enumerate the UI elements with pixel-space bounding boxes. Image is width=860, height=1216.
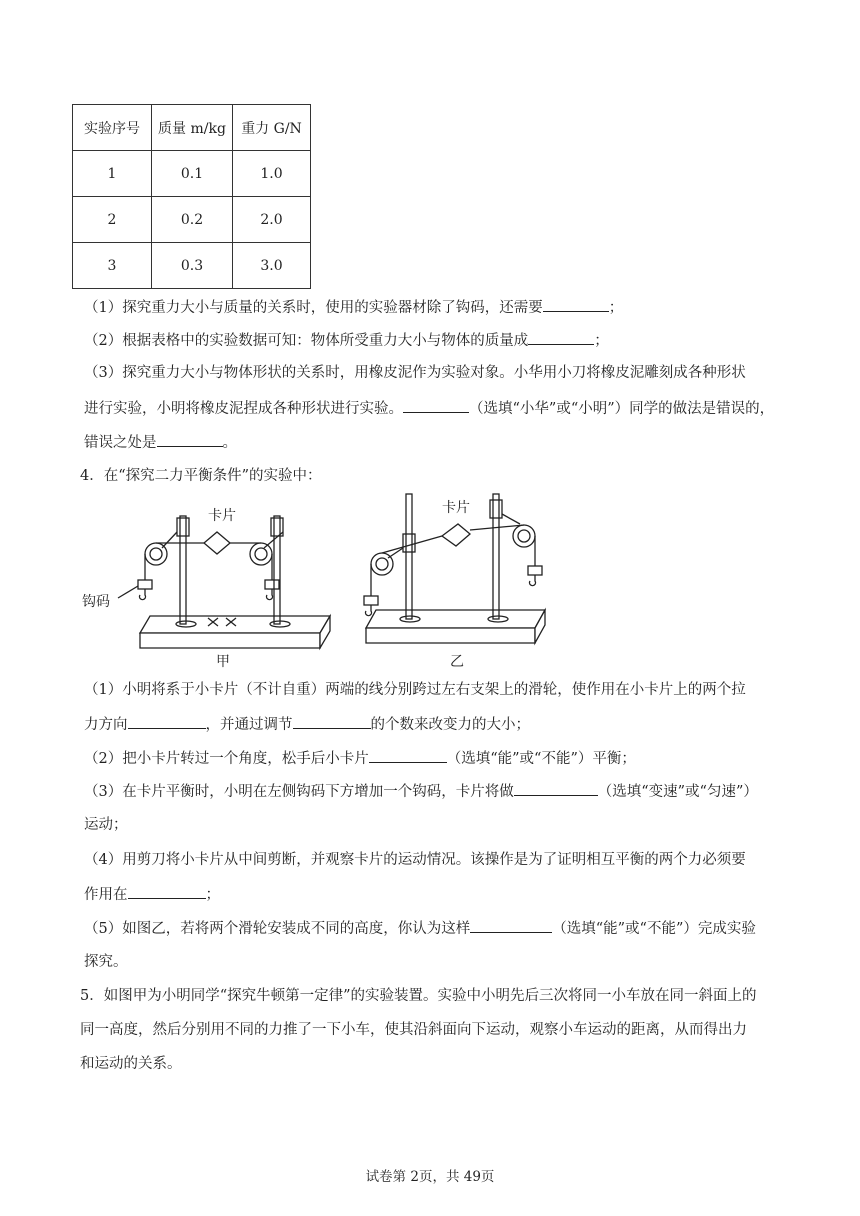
q4-title: 4．在“探究二力平衡条件”的实验中： [80, 468, 322, 484]
table-cell: 3 [73, 243, 152, 289]
q4-part1-text: ，并通过调节 [205, 717, 293, 733]
q4-part5-line1 [84, 918, 784, 939]
q4-part3-line2: 运动； [84, 817, 128, 833]
q5-line3: 和运动的关系。 [80, 1056, 182, 1072]
q4-part2 [84, 748, 784, 769]
q3-part3-end: 。 [222, 435, 237, 451]
figure-caption-a: 甲 [216, 654, 230, 670]
q4-part1-line1: （1）小明将系于小卡片（不计自重）两端的线分别跨过左右支架上的滑轮，使作用在小卡片上的两个拉 [84, 682, 746, 698]
two-force-balance-figure [80, 488, 560, 672]
q3-part3-text: （选填“小华”或“小明”）同学的做法是错误的， [469, 401, 775, 417]
q3-part2 [84, 330, 784, 351]
q4-part5-text: （选填“能”或“不能”）完成实验 [552, 921, 756, 937]
q3-part1-end: ； [608, 300, 624, 316]
pulley-right-a [250, 543, 272, 565]
pulley-left-b [371, 553, 393, 575]
card-a [204, 532, 230, 554]
answer-blank[interactable] [543, 297, 609, 312]
hook-weight-right-a [265, 580, 279, 589]
answer-blank[interactable] [528, 330, 594, 345]
table-row [73, 197, 311, 243]
q3-part2-end: ； [594, 333, 609, 349]
table-header-row [73, 105, 311, 151]
q4-part4-line1: （4）用剪刀将小卡片从中间剪断，并观察卡片的运动情况。该操作是为了证明相互平衡的两个力必须要 [84, 852, 746, 868]
q4-part1-text: 的个数来改变力的大小； [370, 717, 530, 733]
hook-weight-left-b [364, 596, 378, 605]
table-row [73, 243, 311, 289]
q4-part2-text: （2）把小卡片转过一个角度，松手后小卡片 [84, 751, 369, 767]
answer-blank[interactable] [369, 748, 447, 763]
answer-blank[interactable] [157, 432, 223, 447]
q5-line1: 5．如图甲为小明同学“探究牛顿第一定律”的实验装置。实验中小明先后三次将同一小车放在同一斜面上的 [80, 988, 757, 1004]
q4-part5-text: （5）如图乙，若将两个滑轮安装成不同的高度，你认为这样 [84, 921, 471, 937]
answer-blank[interactable] [128, 714, 206, 729]
hook-weight-left-a [138, 580, 152, 589]
q3-part3-line3 [84, 432, 784, 453]
answer-blank[interactable] [470, 918, 552, 933]
hook-weight-right-b [528, 566, 542, 575]
table-cell: 3.0 [233, 243, 311, 289]
table-cell: 1.0 [233, 151, 311, 197]
q4-part4-end: ； [205, 887, 220, 903]
table-cell: 0.2 [152, 197, 233, 243]
table-cell: 2.0 [233, 197, 311, 243]
q4-part2-text: （选填“能”或“不能”）平衡； [446, 751, 636, 767]
q4-part3-text: （选填“变速”或“匀速”） [597, 784, 758, 800]
answer-blank[interactable] [514, 781, 598, 796]
q3-part1-text: （1）探究重力大小与质量的关系时，使用的实验器材除了钩码，还需要 [84, 300, 543, 316]
table-header-cell: 实验序号 [73, 105, 152, 151]
q4-part1-text: 力方向 [84, 717, 128, 733]
table-cell: 1 [73, 151, 152, 197]
page-footer: 试卷第 2页，共 49页 [365, 1169, 495, 1185]
pulley-left-a [145, 543, 167, 565]
q5-line2: 同一高度，然后分别用不同的力推了一下小车，使其沿斜面向下运动，观察小车运动的距离，从而得出力 [80, 1022, 747, 1038]
q4-part4-text: 作用在 [84, 887, 128, 903]
q3-part3-text: 进行实验，小明将橡皮泥捏成各种形状进行实验。 [84, 401, 403, 417]
table-header-cell: 重力 G/N [233, 105, 311, 151]
table-row [73, 151, 311, 197]
card-label-b: 卡片 [442, 500, 470, 516]
q3-part2-text: （2）根据表格中的实验数据可知：物体所受重力大小与物体的质量成 [84, 333, 529, 349]
q4-part1-line2 [84, 714, 784, 735]
q4-part3-text: （3）在卡片平衡时，小明在左侧钩码下方增加一个钩码，卡片将做 [84, 784, 514, 800]
base-board-b [366, 610, 545, 628]
q3-part3-line2 [84, 398, 784, 419]
card-label-a: 卡片 [208, 508, 236, 524]
q3-part1 [84, 297, 784, 318]
pulley-right-b [513, 525, 535, 547]
figure-caption-b: 乙 [450, 654, 464, 670]
table-cell: 0.1 [152, 151, 233, 197]
table-cell: 2 [73, 197, 152, 243]
data-table [72, 104, 311, 289]
table-cell: 0.3 [152, 243, 233, 289]
answer-blank[interactable] [293, 714, 371, 729]
q3-part3-line1: （3）探究重力大小与物体形状的关系时，用橡皮泥作为实验对象。小华用小刀将橡皮泥雕刻成各种形状 [84, 365, 746, 381]
hook-label: 钩码 [82, 594, 110, 610]
card-b [442, 524, 470, 546]
table-header-cell: 质量 m/kg [152, 105, 233, 151]
answer-blank[interactable] [128, 884, 206, 899]
apparatus-diagram [80, 488, 560, 672]
q4-part5-line2: 探究。 [84, 954, 128, 970]
q3-part3-text: 错误之处是 [84, 435, 157, 451]
q4-part4-line2 [84, 884, 784, 905]
answer-blank[interactable] [403, 398, 469, 413]
q4-part3-line1 [84, 781, 784, 802]
